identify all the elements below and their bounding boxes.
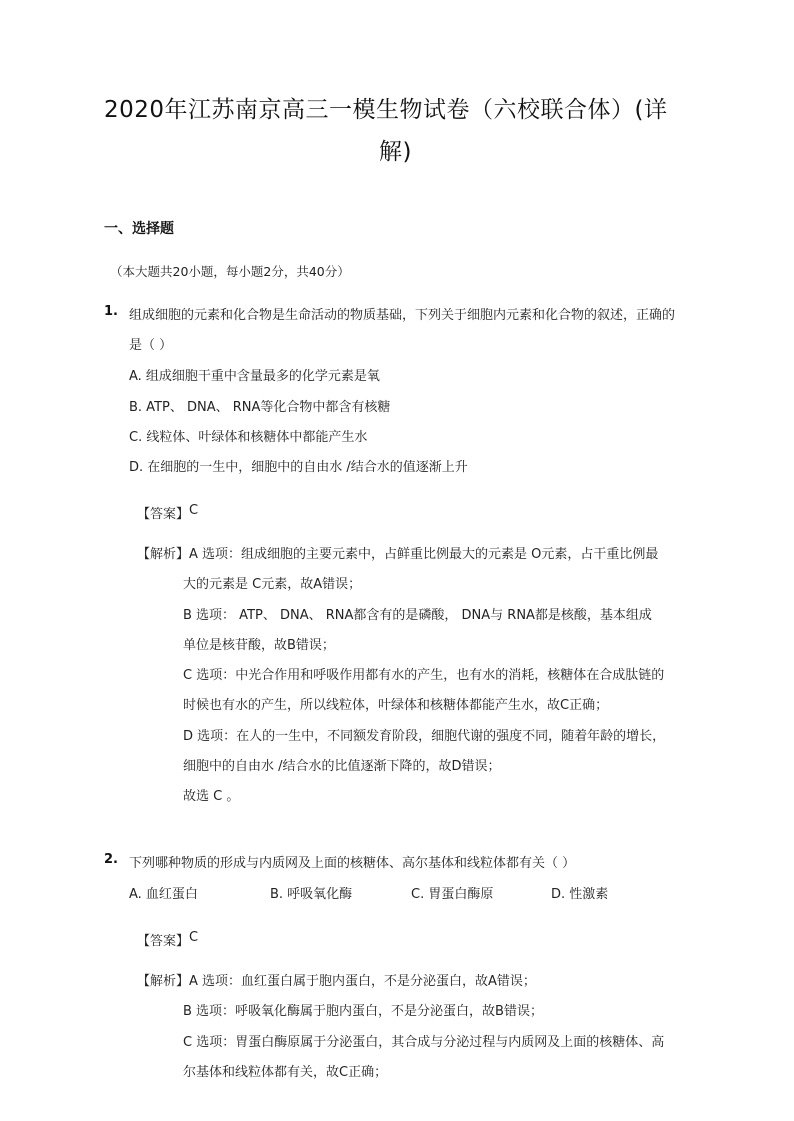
question-1-analysis-line: 大的元素是 C元素，故A错误； [183,577,362,592]
question-1-analysis-line: 单位是核苷酸，故B错误； [183,638,335,653]
section-heading: 一、选择题 [104,221,174,237]
question-2-analysis-line: C 选项：胃蛋白酶原属于分泌蛋白，其合成与分泌过程与内质网及上面的核糖体、高 [183,1035,665,1050]
document-title-line1: 2020年江苏南京高三一模生物试卷（六校联合体）(详 [104,97,668,123]
question-1-answer-label: 【答案】 [137,507,190,522]
question-1-analysis-line: B 选项： ATP、 DNA、 RNA都含有的是磷酸， DNA与 RNA都是核酸，基本组成 [183,608,652,623]
question-1-analysis-line: D 选项：在人的一生中，不同额发育阶段，细胞代谢的强度不同，随着年龄的增长， [183,729,666,744]
question-1-answer-value: C [189,503,199,518]
question-1-option-d: D. 在细胞的一生中，细胞中的自由水 /结合水的值逐渐上升 [129,460,468,475]
question-2-option-d: D. 性激素 [551,887,609,902]
question-1-stem-line1: 组成细胞的元素和化合物是生命活动的物质基础，下列关于细胞内元素和化合物的叙述，正确的 [129,308,676,323]
question-1-analysis-line: 时候也有水的产生，所以线粒体，叶绿体和核糖体都能产生水，故C正确； [183,698,609,713]
question-2-answer-label: 【答案】 [137,934,190,949]
question-2-analysis-label: 【解析】 [137,974,190,989]
question-1-stem-line2: 是（ ） [129,338,173,353]
question-2-option-c: C. 胃蛋白酶原 [411,887,494,902]
question-2-answer-value: C [189,930,199,945]
question-1-analysis-label: 【解析】 [137,547,190,562]
question-1-option-a: A. 组成细胞干重中含量最多的化学元素是氧 [129,369,380,384]
document-title-line2: 解) [379,139,412,165]
question-1-number: 1. [104,304,118,319]
question-1-analysis-line: 细胞中的自由水 /结合水的比值逐渐下降的，故D错误； [183,759,501,774]
question-1-option-b: B. ATP、 DNA、 RNA等化合物中都含有核糖 [129,400,391,415]
section-note: （本大题共20小题，每小题2分，共40分） [110,264,350,279]
question-1-analysis-line: 故选 C 。 [183,789,240,804]
question-1-analysis-line: A 选项：组成细胞的主要元素中，占鲜重比例最大的元素是 O元素，占干重比例最 [189,547,659,562]
question-2-analysis-line: 尔基体和线粒体都有关，故C正确； [183,1065,388,1080]
question-2-analysis-line: B 选项：呼吸氧化酶属于胞内蛋白，不是分泌蛋白，故B错误； [183,1004,543,1019]
question-2-number: 2. [104,852,118,867]
question-2-option-b: B. 呼吸氧化酶 [270,887,353,902]
question-2-analysis-line: A 选项：血红蛋白属于胞内蛋白，不是分泌蛋白，故A错误； [189,974,536,989]
question-2-stem: 下列哪种物质的形成与内质网及上面的核糖体、高尔基体和线粒体都有关（ ） [129,856,576,871]
question-1-option-c: C. 线粒体、叶绿体和核糖体中都能产生水 [129,430,368,445]
question-1-analysis-line: C 选项：中光合作用和呼吸作用都有水的产生，也有水的消耗，核糖体在合成肽链的 [183,668,665,683]
question-2-option-a: A. 血红蛋白 [129,887,198,902]
